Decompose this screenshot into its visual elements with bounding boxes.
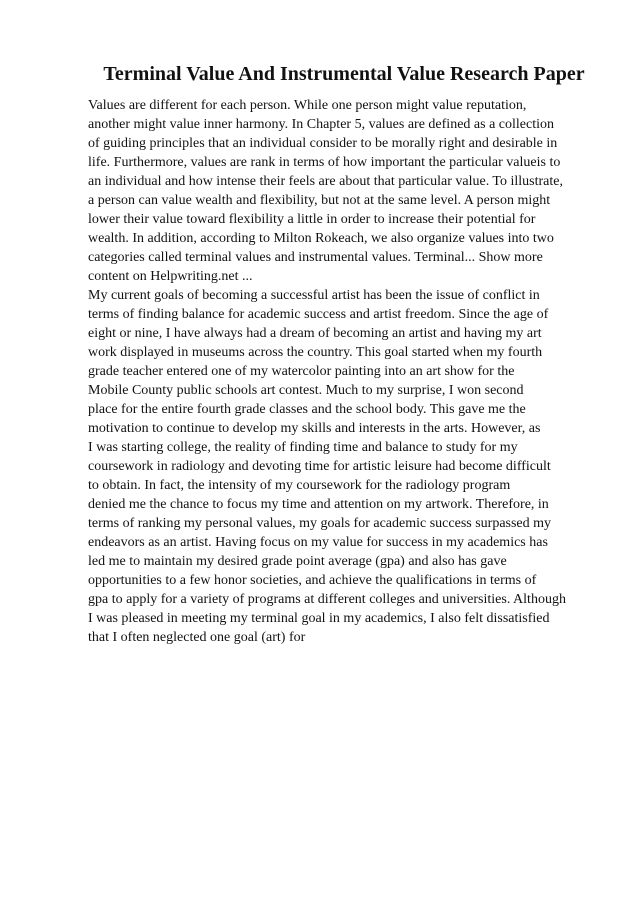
text-line: grade teacher entered one of my watercolor painting into an art show for the: [88, 364, 515, 379]
text-line: that I often neglected one goal (art) for: [88, 630, 306, 645]
text-line: categories called terminal values and instrumental values. Terminal... Show more: [88, 250, 543, 265]
text-line: life. Furthermore, values are rank in terms of how important the particular valueis to: [88, 155, 561, 170]
text-line: terms of finding balance for academic success and artist freedom. Since the age of: [88, 307, 549, 322]
text-line: denied me the chance to focus my time and attention on my artwork. Therefore, in: [88, 497, 549, 512]
text-line: I was pleased in meeting my terminal goal in my academics, I also felt dissatisfied: [88, 611, 550, 626]
text-line: of guiding principles that an individual consider to be morally right and desirable in: [88, 136, 558, 151]
text-line: lower their value toward flexibility a little in order to increase their potential for: [88, 212, 536, 227]
text-line: eight or nine, I have always had a dream of becoming an artist and having my art: [88, 326, 542, 341]
text-line: another might value inner harmony. In Chapter 5, values are defined as a collection: [88, 117, 554, 132]
text-line: led me to maintain my desired grade point average (gpa) and also has gave: [88, 554, 507, 569]
text-line: Values are different for each person. While one person might value reputation,: [88, 98, 527, 113]
text-line: gpa to apply for a variety of programs at different colleges and universities. Although: [88, 592, 566, 607]
text-line: I was starting college, the reality of finding time and balance to study for my: [88, 440, 518, 455]
text-line: an individual and how intense their feels are about that particular value. To illustrate,: [88, 174, 563, 189]
text-line: content on Helpwriting.net ...: [88, 269, 253, 284]
text-line: to obtain. In fact, the intensity of my coursework for the radiology program: [88, 478, 511, 493]
text-line: work displayed in museums across the country. This goal started when my fourth: [88, 345, 543, 360]
text-line: motivation to continue to develop my skills and interests in the arts. However, as: [88, 421, 541, 436]
text-line: My current goals of becoming a successful artist has been the issue of conflict in: [88, 288, 540, 303]
document-title: Terminal Value And Instrumental Value Research Paper: [103, 63, 585, 85]
text-line: wealth. In addition, according to Milton Rokeach, we also organize values into two: [88, 231, 554, 246]
text-line: place for the entire fourth grade classes and the school body. This gave me the: [88, 402, 526, 417]
text-line: opportunities to a few honor societies, and achieve the qualifications in terms of: [88, 573, 537, 588]
text-line: terms of ranking my personal values, my goals for academic success surpassed my: [88, 516, 552, 531]
text-line: Mobile County public schools art contest. Much to my surprise, I won second: [88, 383, 524, 398]
text-line: endeavors as an artist. Having focus on my value for success in my academics has: [88, 535, 548, 550]
text-line: a person can value wealth and flexibility, but not at the same level. A person might: [88, 193, 551, 208]
document-body: [88, 96, 598, 647]
text-line: coursework in radiology and devoting time for artistic leisure had become difficult: [88, 459, 551, 474]
